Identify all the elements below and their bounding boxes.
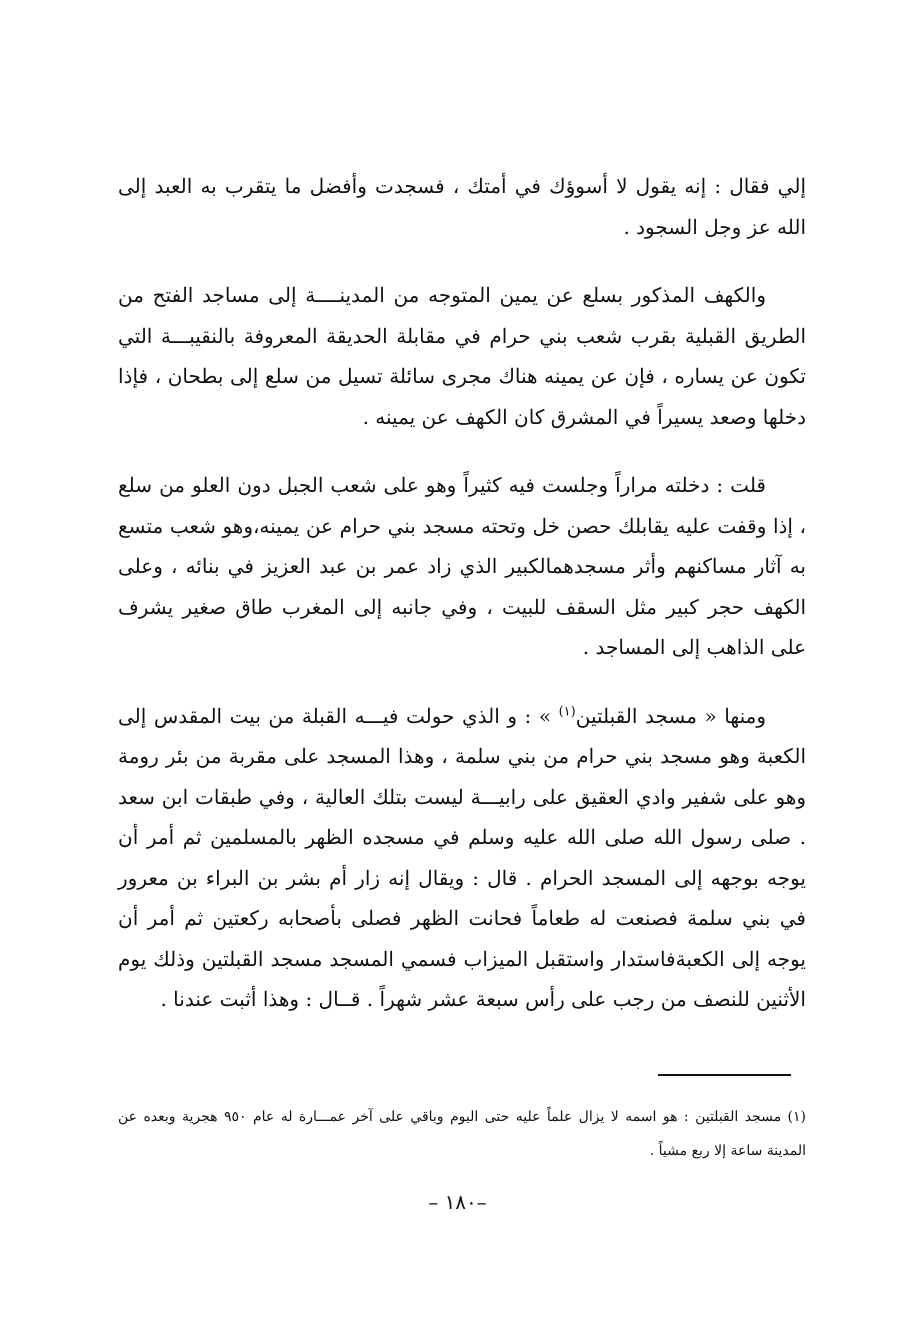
qiblatain-text-rest: » : و الذي حولت فيـــه القبلة من بيت المقدس إلى الكعبة وهو مسجد بني حرام من بني سلمة ، وهذا المسجد على مقربة من بئر رومة وهو على شفير وادي العقيق على رابيـــة ليست بتلك العالية ، وفي طبقات ابن سعد . صلى رسول الله صلى الله عليه وسلم في مسجده الظهر بالمسلمين ثم أمر أن يوجه بوجهه إلى المسجد الحرام . قال : ويقال إنه زار أم بشر بن البراء بن معرور في بني سلمة فصنعت له طعاماً فحانت الظهر فصلى بأصحابه ركعتين ثم أمر أن يوجه إلى الكعبةفاستدار واستقبل الميزاب فسمي المسجد مسجد القبلتين وذلك يوم الأثنين للنصف من رجب على رأس سبعة عشر شهراً . قــال : وهذا أثبت عندنا . [118, 703, 807, 1011]
main-text [118, 166, 806, 1048]
footnote-text: (١) مسجد القبلتين : هو اسمه لا يزال علماً عليه حتى اليوم وباقي على آخر عمـــارة له عام ٩٥٠ هجرية وبعده عن المدينة ساعة إلا ربع مشياً . [118, 1109, 806, 1159]
paragraph-sujud: إلي فقال : إنه يقول لا أسوؤك في أمتك ، فسجدت وأفضل ما يتقرب به العبد إلى الله عز وجل السجود . [118, 174, 806, 239]
qiblatain-text-start: ومنها « مسجد القبلتين [575, 703, 766, 728]
paragraph-kahf-location: والكهف المذكور بسلع عن يمين المتوجه من المدينــــة إلى مساجد الفتح من الطريق القبلية بقرب شعب بني حرام في مقابلة الحديقة المعروفة بالنقيبـــة التي تكون عن يساره ، فإن عن يمينه هناك مجرى سائلة تسيل من سلع إلى بطحان ، فإذا دخلها وصعد يسيراً في المشرق كان الكهف عن يمينه . [118, 283, 806, 429]
paragraph-masjid-qiblatain [118, 696, 806, 1020]
paragraph-kahf-description: قلت : دخلته مراراً وجلست فيه كثيراً وهو على شعب الجبل دون العلو من سلع ، إذا وقفت عليه يقابلك حصن خل وتحته مسجد بني حرام عن يمينه،وهو شعب متسع به آثار مساكنهم وأثر مسجدهمالكبير الذي زاد عمر بن عبد العزيز في بنائه ، وعلى الكهف حجر كبير مثل السقف للبيت ، وفي جانبه إلى المغرب طاق صغير يشرف على الذاهب إلى المساجد . [118, 473, 806, 659]
footnote-reference: (١) [558, 703, 576, 719]
page-number: –١٨٠ – [428, 1190, 487, 1214]
footnote-divider [658, 1074, 791, 1076]
